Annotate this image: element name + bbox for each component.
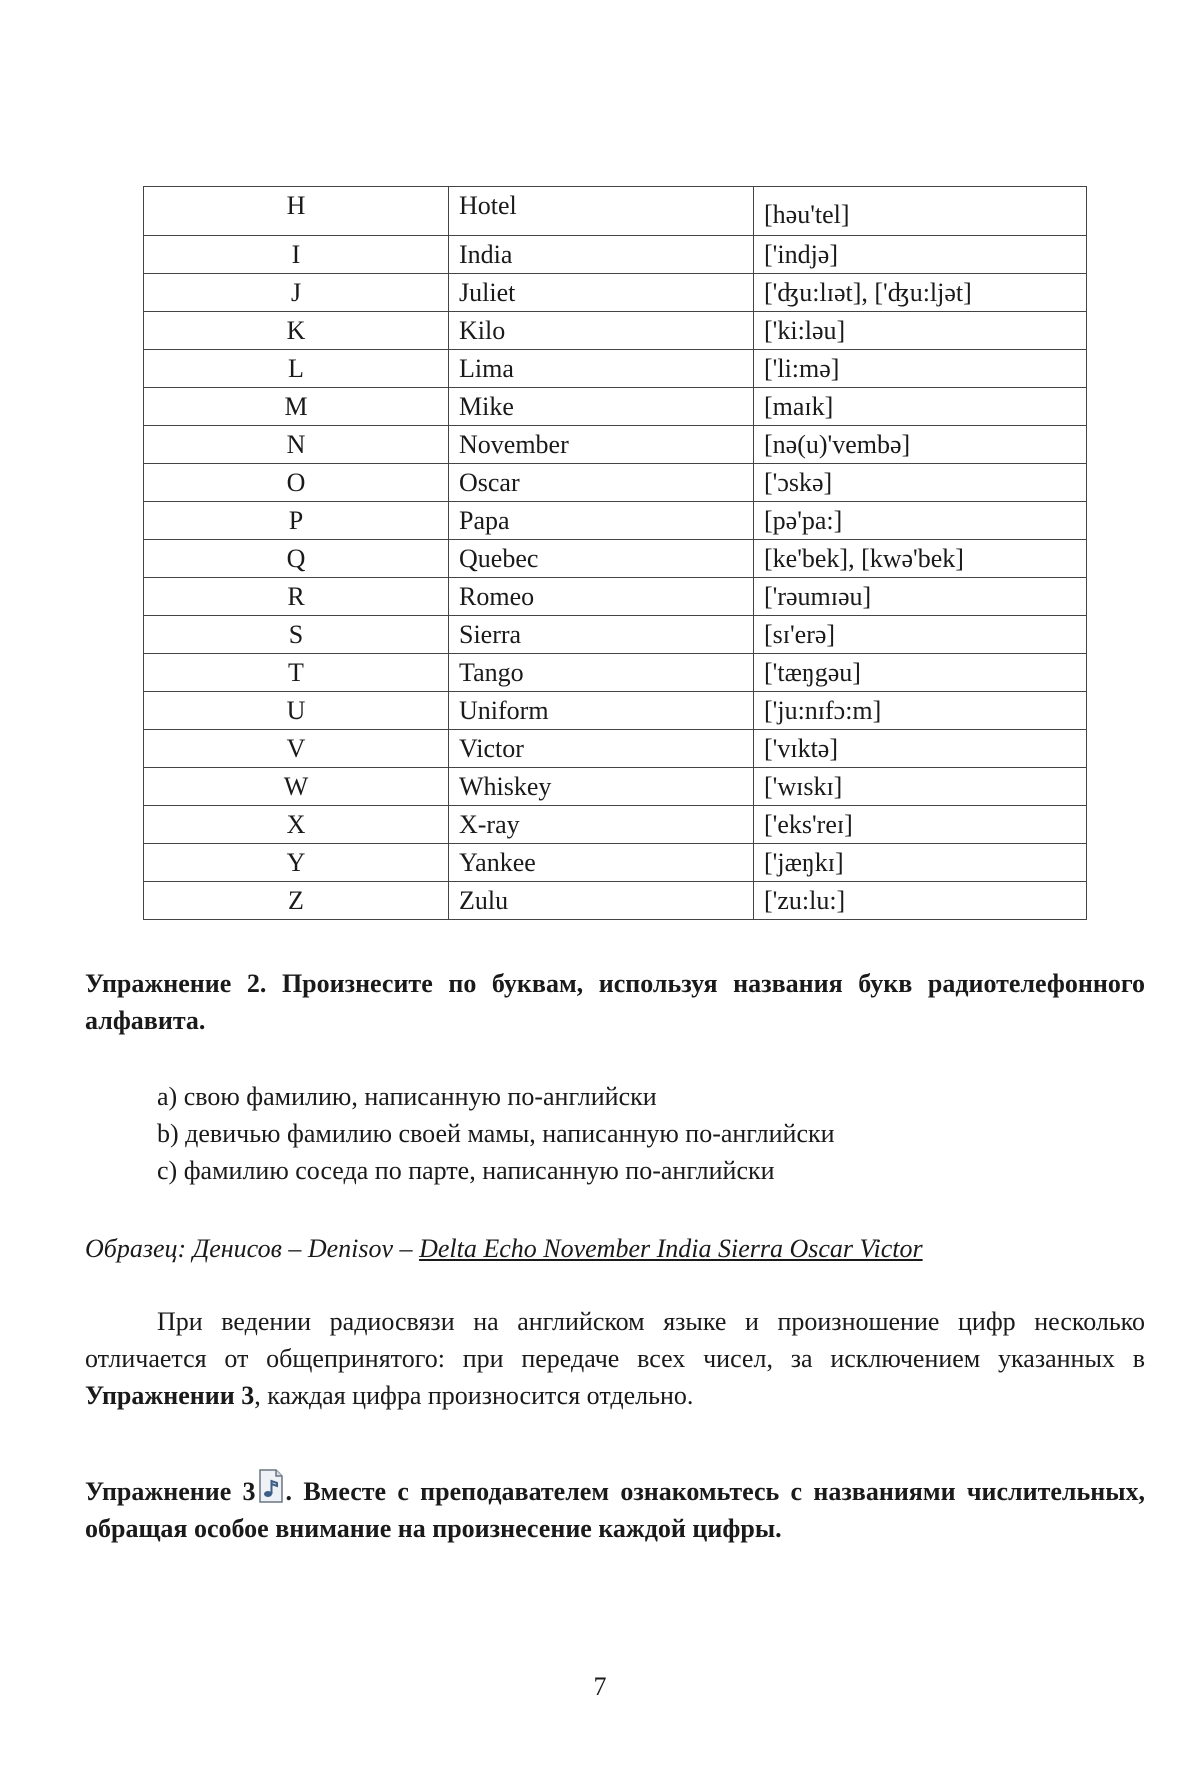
audio-file-icon[interactable] (257, 1468, 285, 1504)
transcription-cell: ['tæŋgəu] (754, 654, 1087, 692)
letter-cell: X (144, 806, 449, 844)
table-row (144, 654, 1087, 692)
transcription-cell: ['ki:ləu] (754, 312, 1087, 350)
letter-cell: V (144, 730, 449, 768)
code-word-cell: Uniform (449, 692, 754, 730)
letter-cell: R (144, 578, 449, 616)
code-word-cell: November (449, 426, 754, 464)
code-word-cell: Zulu (449, 882, 754, 920)
code-word-cell: Yankee (449, 844, 754, 882)
sample-spelled-words: Delta Echo November India Sierra Oscar Victor (419, 1234, 923, 1263)
code-word-cell: Whiskey (449, 768, 754, 806)
paragraph-text-after: , каждая цифра произносится отдельно. (254, 1381, 694, 1410)
table-row (144, 312, 1087, 350)
table-row (144, 730, 1087, 768)
code-word-cell: Mike (449, 388, 754, 426)
table-row (144, 844, 1087, 882)
letter-cell: W (144, 768, 449, 806)
transcription-cell: [pə'pa:] (754, 502, 1087, 540)
table-row (144, 426, 1087, 464)
transcription-cell: ['vɪktə] (754, 730, 1087, 768)
table-body (144, 187, 1087, 920)
transcription-cell: ['jæŋkɪ] (754, 844, 1087, 882)
paragraph-exercise-reference: Упражнении 3 (85, 1381, 255, 1410)
table-row (144, 236, 1087, 274)
code-word-cell: Lima (449, 350, 754, 388)
transcription-cell: ['ʤu:lɪət], ['ʤu:ljət] (754, 274, 1087, 312)
transcription-cell: [sɪ'erə] (754, 616, 1087, 654)
table-row (144, 350, 1087, 388)
transcription-cell: ['wɪskɪ] (754, 768, 1087, 806)
page-number: 7 (593, 1672, 607, 1701)
sample-prefix: Образец: Денисов – Denisov – (85, 1234, 420, 1263)
transcription-cell: ['zu:lu:] (754, 882, 1087, 920)
paragraph-text-before: При ведении радиосвязи на английском языке и произношение цифр несколько отличается от общепринятого: при передаче всех чисел, за исключением указанных в (85, 1307, 1145, 1373)
transcription-cell: ['rəumɪəu] (754, 578, 1087, 616)
letter-cell: N (144, 426, 449, 464)
table-row (144, 274, 1087, 312)
table-row (144, 578, 1087, 616)
letter-cell: J (144, 274, 449, 312)
letter-cell: Y (144, 844, 449, 882)
table-row (144, 882, 1087, 920)
table-row (144, 502, 1087, 540)
letter-cell: O (144, 464, 449, 502)
transcription-cell: ['ɔskə] (754, 464, 1087, 502)
code-word-cell: Romeo (449, 578, 754, 616)
code-word-cell: X-ray (449, 806, 754, 844)
code-word-cell: Quebec (449, 540, 754, 578)
letter-cell: Q (144, 540, 449, 578)
table-row (144, 806, 1087, 844)
sample-line (85, 1230, 1145, 1267)
list-item: b) девичью фамилию своей мамы, написанную по-английски (157, 1119, 835, 1148)
code-word-cell: Juliet (449, 274, 754, 312)
code-word-cell: Oscar (449, 464, 754, 502)
table-row (144, 187, 1087, 236)
exercise-3-heading-rest: . Вместе с преподавателем ознакомьтесь с названиями числительных, обращая особое внимание на произнесение каждой цифры. (85, 1477, 1146, 1543)
transcription-cell: ['ju:nɪfɔ:m] (754, 692, 1087, 730)
code-word-cell: Papa (449, 502, 754, 540)
transcription-cell: [nə(u)'vembə] (754, 426, 1087, 464)
code-word-cell: India (449, 236, 754, 274)
code-word-cell: Sierra (449, 616, 754, 654)
table-row (144, 692, 1087, 730)
exercise-3-heading-start: Упражнение 3 (85, 1477, 256, 1506)
table-row (144, 464, 1087, 502)
letter-cell: I (144, 236, 449, 274)
transcription-cell: [həu'tel] (754, 187, 1087, 236)
letter-cell: Z (144, 882, 449, 920)
list-item: a) свою фамилию, написанную по-английски (157, 1082, 657, 1111)
letter-cell: U (144, 692, 449, 730)
radio-numbers-paragraph (85, 1303, 1145, 1414)
exercise-3-heading (85, 1468, 1145, 1547)
letter-cell: L (144, 350, 449, 388)
letter-cell: K (144, 312, 449, 350)
transcription-cell: ['eks'reɪ] (754, 806, 1087, 844)
code-word-cell: Kilo (449, 312, 754, 350)
transcription-cell: [ke'bek], [kwə'bek] (754, 540, 1087, 578)
phonetic-alphabet-table (143, 186, 1087, 920)
code-word-cell: Tango (449, 654, 754, 692)
exercise-2-heading: Упражнение 2. Произнесите по буквам, используя названия букв радиотелефонного алфавита. (85, 969, 1145, 1035)
letter-cell: H (144, 187, 449, 236)
list-item: c) фамилию соседа по парте, написанную по-английски (157, 1156, 775, 1185)
transcription-cell: ['indjə] (754, 236, 1087, 274)
letter-cell: S (144, 616, 449, 654)
code-word-cell: Victor (449, 730, 754, 768)
letter-cell: M (144, 388, 449, 426)
transcription-cell: [maɪk] (754, 388, 1087, 426)
exercise-2-list (157, 1078, 835, 1189)
table-row (144, 768, 1087, 806)
table-row (144, 616, 1087, 654)
letter-cell: T (144, 654, 449, 692)
table-row (144, 540, 1087, 578)
letter-cell: P (144, 502, 449, 540)
table-row (144, 388, 1087, 426)
code-word-cell: Hotel (449, 187, 754, 236)
transcription-cell: ['li:mə] (754, 350, 1087, 388)
